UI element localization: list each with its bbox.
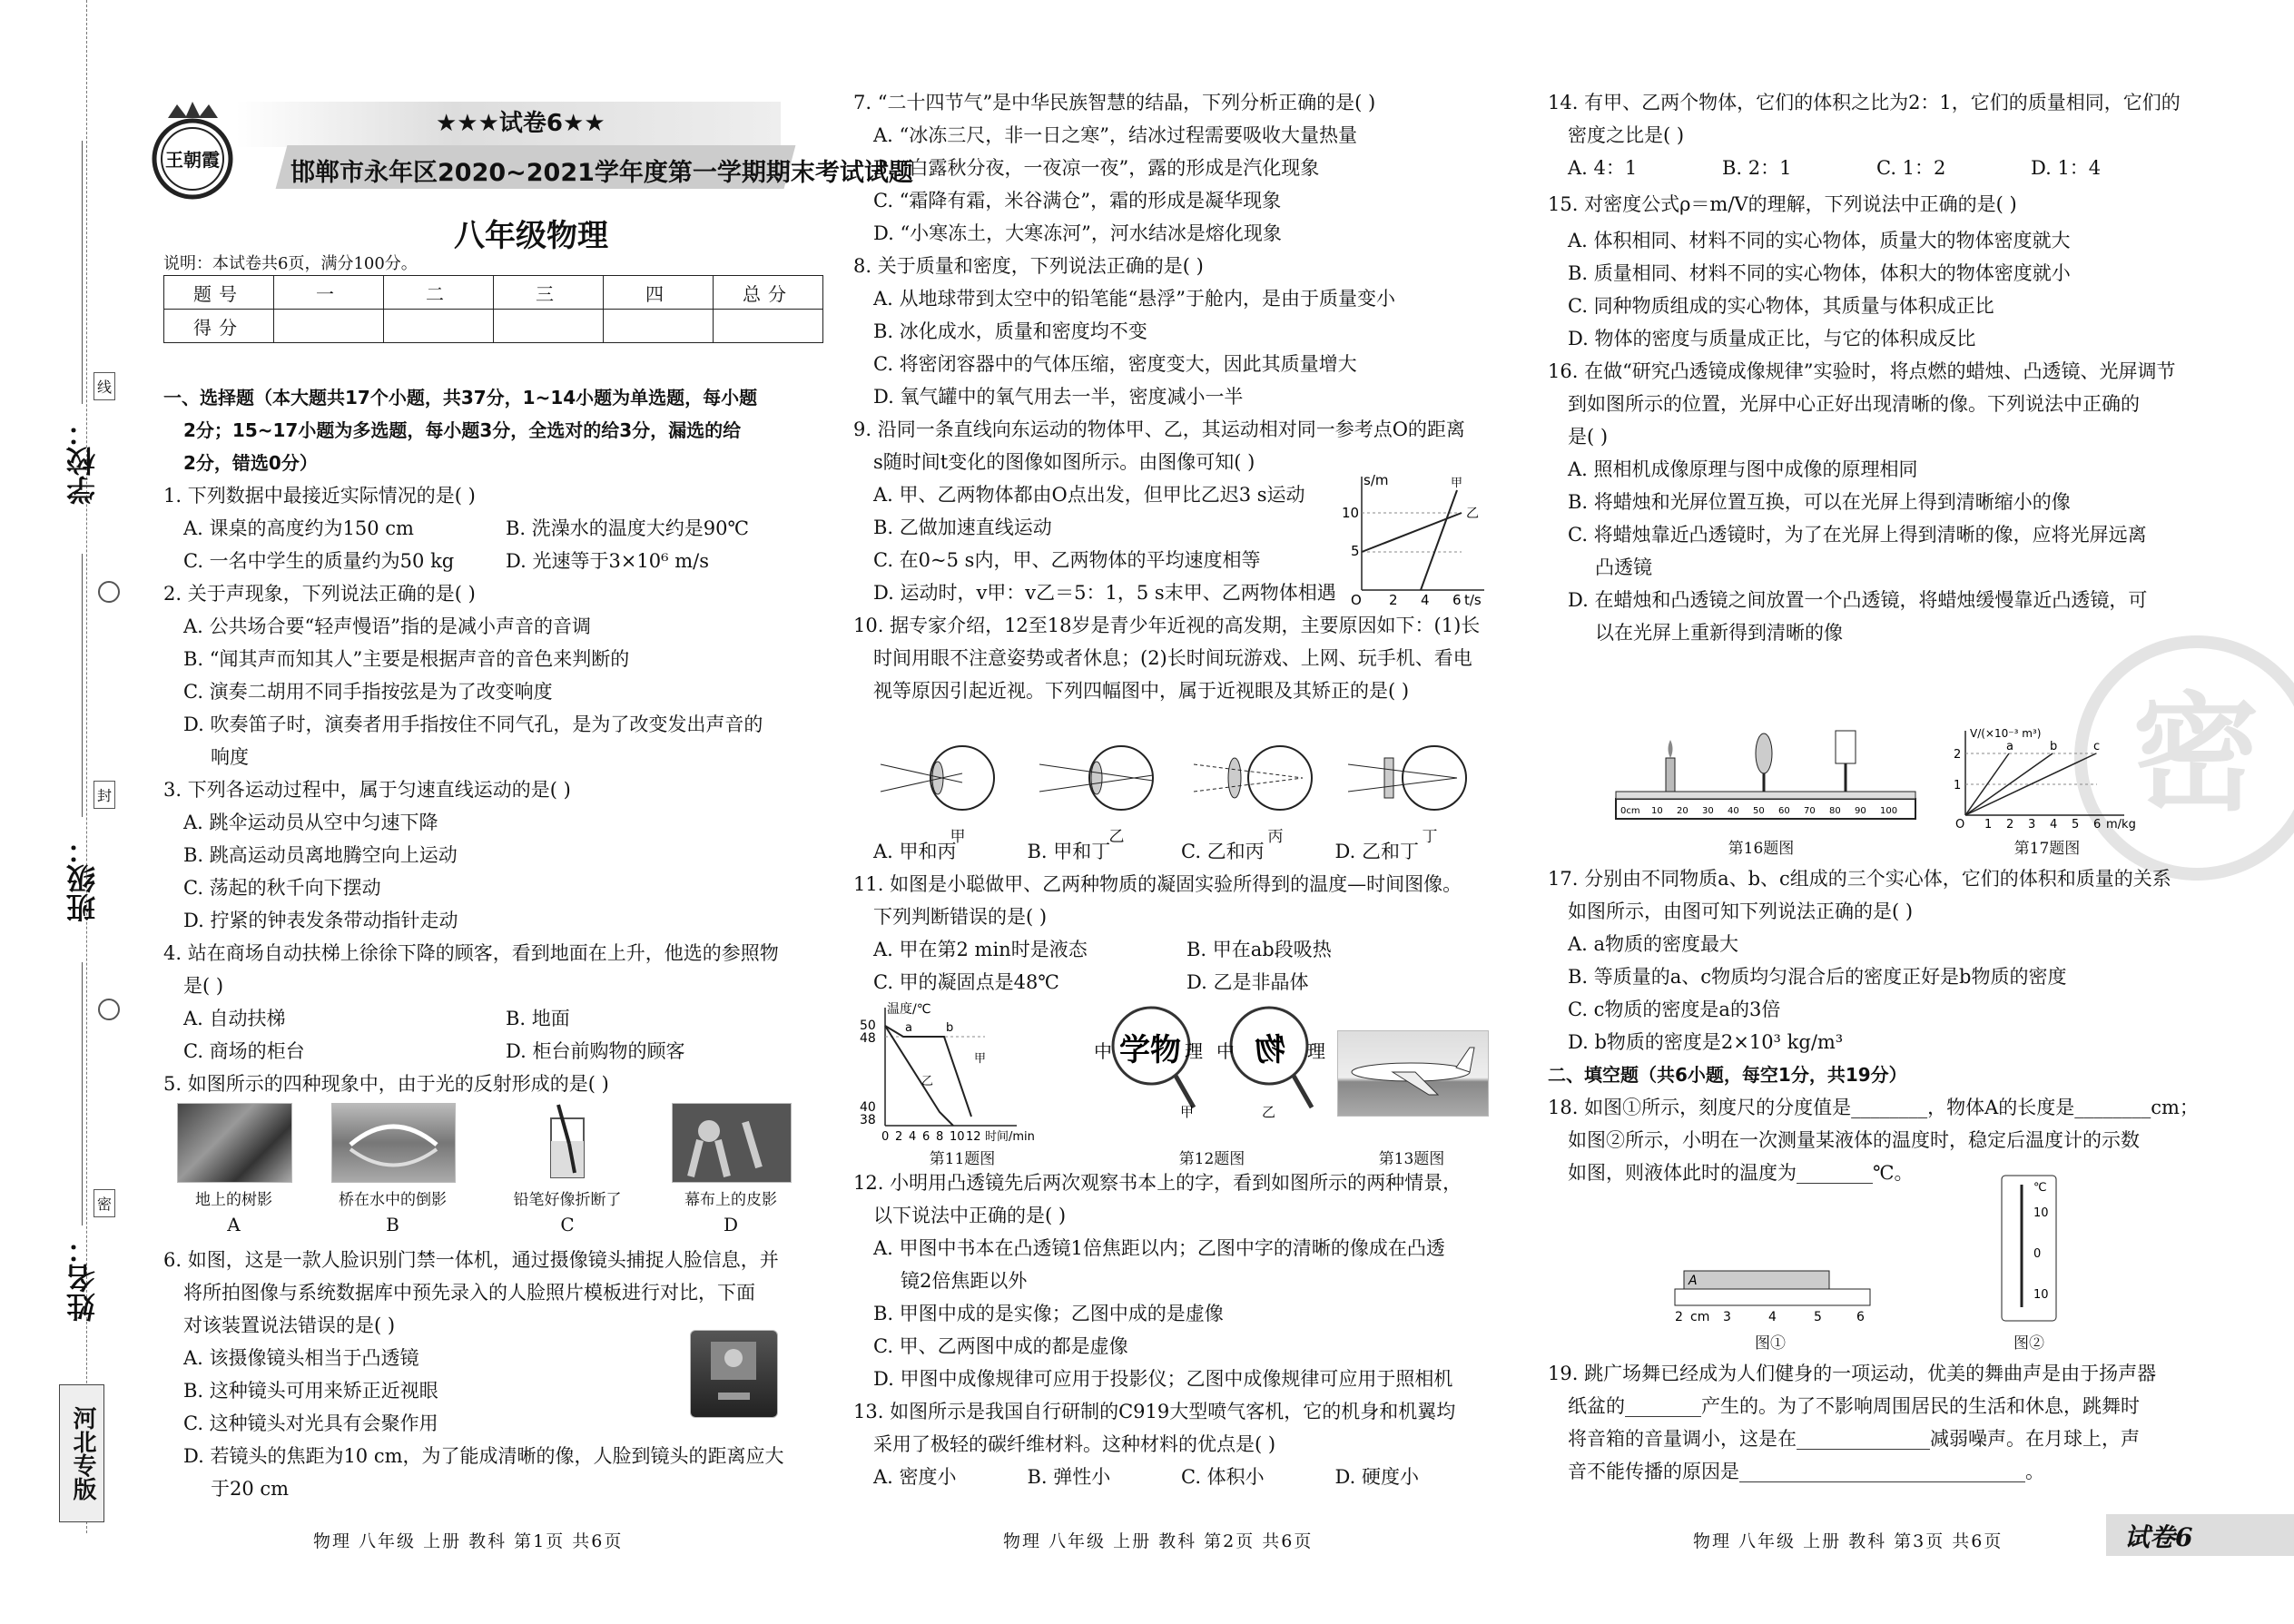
q9-option-d: D. 运动时，v甲：v乙＝5：1，5 s末甲、乙两物体相遇 bbox=[873, 582, 1336, 604]
fig-caption-13: 第13题图 bbox=[1378, 1150, 1445, 1168]
brand-logo bbox=[150, 100, 236, 209]
brand-text: 王朝霞 bbox=[165, 149, 220, 171]
q17-xtick-3: 3 bbox=[2028, 818, 2036, 831]
thermo-tick-0: 0 bbox=[2033, 1247, 2042, 1261]
school-line bbox=[82, 141, 83, 404]
q5-letter-d: D bbox=[723, 1214, 739, 1235]
q16-option-a: A. 照相机成像原理与图中成像的原理相同 bbox=[1568, 458, 1918, 480]
ruler-tick-20: 20 bbox=[1677, 806, 1689, 816]
q11-line-jia: 甲 bbox=[974, 1052, 987, 1066]
q6-option-b: B. 这种镜头可用来矫正近视眼 bbox=[183, 1380, 438, 1402]
q15-option-b: B. 质量相同、材料不同的实心物体，体积大的物体密度就小 bbox=[1568, 262, 2071, 284]
q9-option-a: A. 甲、乙两物体都由O点出发，但甲比乙迟3 s运动 bbox=[873, 484, 1305, 506]
q17-option-d: D. b物质的密度是2×10³ kg/m³ bbox=[1568, 1031, 1844, 1053]
q10-caption-bing: 丙 bbox=[1267, 828, 1284, 846]
q14-option-c: C. 1：2 bbox=[1876, 157, 1946, 179]
q11-xtick-6: 6 bbox=[922, 1130, 930, 1144]
q19-stem-3: 将音箱的音量调小，这是在______________减弱噪声。在月球上，声 bbox=[1568, 1428, 2140, 1450]
q9-ytick-10: 10 bbox=[1342, 505, 1360, 521]
class-line bbox=[82, 554, 83, 817]
column-2 bbox=[853, 86, 1489, 707]
ruler-tick-90: 90 bbox=[1855, 806, 1866, 816]
q11-xtick-8: 8 bbox=[936, 1130, 944, 1144]
q18-tick-4: 4 bbox=[1768, 1310, 1777, 1324]
q18-tick-cm: cm bbox=[1690, 1310, 1710, 1324]
q4-stem-cont: 是( ) bbox=[183, 975, 224, 997]
q16-stem-2: 到如图所示的位置，光屏中心正好出现清晰的像。下列说法中正确的 bbox=[1568, 393, 2140, 415]
q7-option-c: C. “霜降有霜，米谷满仓”，霜的形成是凝华现象 bbox=[873, 190, 1282, 212]
q2-stem: 2. 关于声现象，下列说法正确的是( ) bbox=[163, 583, 476, 605]
q11-xtick-2: 2 bbox=[895, 1130, 903, 1144]
q6-stem: 6. 如图，这是一款人脸识别门禁一体机，通过摄像镜头捕捉人脸信息，并 bbox=[163, 1249, 779, 1271]
q3-option-b: B. 跳高运动员离地腾空向上运动 bbox=[183, 844, 458, 866]
q4-option-b: B. 地面 bbox=[506, 1008, 570, 1029]
fig-caption-12: 第12题图 bbox=[1178, 1150, 1245, 1168]
section-1-line3: 2分，错选0分） bbox=[183, 452, 318, 474]
score-h5: 总分 bbox=[714, 276, 823, 310]
binding-hole-1 bbox=[98, 581, 120, 603]
thermo-tick-10-bottom: 10 bbox=[2033, 1288, 2049, 1302]
q17-xtick-1: 1 bbox=[1984, 818, 1993, 831]
q10-stem-2: 时间用眼不注意姿势或者休息；(2)长时间玩游戏、上网、玩手机、看电 bbox=[873, 647, 1472, 669]
q10-option-b: B. 甲和丁 bbox=[1027, 841, 1111, 862]
q15-option-c: C. 同种物质组成的实心物体，其质量与体积成正比 bbox=[1568, 295, 1994, 317]
ruler-tick-50: 50 bbox=[1753, 806, 1765, 816]
q5-image-a bbox=[177, 1103, 292, 1183]
q12-right-prefix: 中 bbox=[1216, 1040, 1235, 1062]
q6-option-a: A. 该摄像镜头相当于凸透镜 bbox=[183, 1347, 419, 1369]
q10-eye-diagrams bbox=[876, 737, 1493, 823]
q11-point-b: b bbox=[946, 1021, 954, 1035]
q18-thermometer-figure bbox=[1993, 1171, 2065, 1329]
footer-page-1: 物理 八年级 上册 教科 第1页 共6页 bbox=[313, 1531, 624, 1551]
q6-option-d-cont: 于20 cm bbox=[211, 1478, 290, 1500]
q11-stem: 11. 如图是小聪做甲、乙两种物质的凝固实验所得到的温度—时间图像。 bbox=[853, 873, 1462, 895]
q9-xlabel: t/s bbox=[1464, 592, 1482, 608]
q2-option-d: D. 吹奏笛子时，演奏者用手指按住不同气孔，是为了改变发出声音的 bbox=[183, 714, 763, 735]
ruler-tick-0: 0cm bbox=[1620, 806, 1640, 816]
q18-tick-2: 2 bbox=[1675, 1310, 1683, 1324]
ruler-tick-100: 100 bbox=[1880, 806, 1898, 816]
q11-graph bbox=[858, 999, 1085, 1147]
q5-stem: 5. 如图所示的四种现象中，由于光的反射形成的是( ) bbox=[163, 1073, 609, 1095]
q7-option-b: B. “白露秋分夜，一夜凉一夜”，露的形成是汽化现象 bbox=[873, 157, 1320, 179]
q19-stem-4: 音不能传播的原因是______________________________。 bbox=[1568, 1461, 2044, 1482]
q17-origin: O bbox=[1955, 818, 1965, 831]
q16-optical-bench bbox=[1611, 726, 1920, 830]
q17-line-b: b bbox=[2050, 740, 2058, 753]
q9-xtick-6: 6 bbox=[1452, 592, 1462, 608]
q18-tick-5: 5 bbox=[1814, 1310, 1822, 1324]
q2-option-d-cont: 响度 bbox=[211, 746, 249, 768]
q11-option-d: D. 乙是非晶体 bbox=[1186, 971, 1309, 993]
q17-ylabel: V/(×10⁻³ m³) bbox=[1970, 727, 2042, 740]
q17-xlabel: m/kg bbox=[2106, 818, 2136, 831]
q18-fig1-caption: 图① bbox=[1755, 1334, 1786, 1353]
q17-xtick-5: 5 bbox=[2072, 818, 2080, 831]
q5-caption-a: 地上的树影 bbox=[195, 1191, 272, 1209]
score-r0: 得分 bbox=[164, 310, 274, 343]
q17-graph bbox=[1943, 726, 2151, 834]
q13-stem: 13. 如图所示是我国自行研制的C919大型喷气客机，它的机身和机翼均 bbox=[853, 1401, 1456, 1422]
q4-option-c: C. 商场的柜台 bbox=[183, 1040, 305, 1062]
q9-line-jia: 甲 bbox=[1451, 477, 1463, 490]
column-3-bottom bbox=[1548, 1357, 2274, 1488]
q2-option-c: C. 演奏二胡用不同手指按弦是为了改变响度 bbox=[183, 681, 553, 703]
q5-caption-b: 桥在水中的倒影 bbox=[339, 1191, 447, 1209]
q13-option-c: C. 体积小 bbox=[1181, 1466, 1265, 1488]
q1-option-d: D. 光速等于3×10⁶ m/s bbox=[506, 550, 709, 572]
column-3 bbox=[1548, 86, 2274, 649]
q5-letter-a: A bbox=[227, 1214, 241, 1235]
q9-ylabel: s/m bbox=[1364, 472, 1389, 488]
q17-ytick-1: 1 bbox=[1954, 779, 1962, 792]
q11-ytick-40: 40 bbox=[860, 1100, 876, 1115]
score-r5[interactable] bbox=[714, 310, 823, 343]
fig-caption-11: 第11题图 bbox=[929, 1150, 996, 1168]
q12-left-prefix: 中 bbox=[1094, 1040, 1112, 1062]
q5-caption-c: 铅笔好像折断了 bbox=[513, 1191, 622, 1209]
q16-option-d: D. 在蜡烛和凸透镜之间放置一个凸透镜，将蜡烛缓慢靠近凸透镜，可 bbox=[1568, 589, 2148, 611]
score-r2[interactable] bbox=[384, 310, 494, 343]
fig-caption-17: 第17题图 bbox=[2013, 840, 2081, 858]
series-label: ★★★试卷6★★ bbox=[436, 110, 605, 137]
ruler-tick-70: 70 bbox=[1804, 806, 1816, 816]
column-3-lower bbox=[1548, 862, 2274, 1189]
q6-face-terminal-image bbox=[690, 1330, 778, 1418]
q1-option-c: C. 一名中学生的质量约为50 kg bbox=[183, 550, 455, 572]
svg-text:密: 密 bbox=[2132, 681, 2260, 829]
q3-stem: 3. 下列各运动过程中，属于匀速直线运动的是( ) bbox=[163, 779, 571, 801]
score-h2: 二 bbox=[384, 276, 494, 310]
q9-line-yi: 乙 bbox=[1466, 507, 1479, 521]
q11-xtick-4: 4 bbox=[909, 1130, 917, 1144]
q18-tick-3: 3 bbox=[1723, 1310, 1731, 1324]
score-table bbox=[163, 275, 823, 343]
class-label: 班级： bbox=[65, 835, 100, 922]
q3-option-d: D. 拧紧的钟表发条带动指针走动 bbox=[183, 910, 458, 931]
footer-page-3: 物理 八年级 上册 教科 第3页 共6页 bbox=[1693, 1531, 2004, 1551]
q9-xtick-4: 4 bbox=[1421, 592, 1430, 608]
q6-option-c: C. 这种镜头对光具有会聚作用 bbox=[183, 1412, 438, 1434]
q10-caption-yi: 乙 bbox=[1108, 828, 1125, 846]
q4-option-a: A. 自动扶梯 bbox=[183, 1008, 286, 1029]
q12-figures bbox=[1089, 999, 1334, 1129]
q15-stem: 15. 对密度公式ρ＝m/V的理解，下列说法中正确的是( ) bbox=[1548, 193, 2017, 215]
q6-stem-3: 对该装置说法错误的是( ) bbox=[183, 1314, 396, 1336]
q14-stem: 14. 有甲、乙两个物体，它们的体积之比为2：1，它们的质量相同，它们的 bbox=[1548, 92, 2181, 113]
name-line bbox=[82, 962, 83, 1225]
thermo-unit: ℃ bbox=[2033, 1181, 2047, 1195]
q10-caption-ding: 丁 bbox=[1422, 828, 1438, 846]
q12-left-suffix: 理 bbox=[1185, 1040, 1203, 1062]
q1-option-a: A. 课桌的高度约为150 cm bbox=[183, 517, 414, 539]
fig-caption-16: 第16题图 bbox=[1728, 840, 1795, 858]
mark-feng: 封 bbox=[94, 781, 115, 809]
q15-option-d: D. 物体的密度与质量成正比，与它的体积成反比 bbox=[1568, 328, 1976, 349]
q17-stem-cont: 如图所示，由图可知下列说法正确的是( ) bbox=[1568, 901, 1914, 922]
q13-stem-cont: 采用了极轻的碳纤维材料。这种材料的优点是( ) bbox=[873, 1433, 1276, 1455]
q7-option-d: D. “小寒冻土，大寒冻河”，河水结冰是熔化现象 bbox=[873, 222, 1282, 244]
q5-caption-d: 幕布上的皮影 bbox=[684, 1191, 777, 1209]
q18-fig2-caption: 图② bbox=[2013, 1334, 2044, 1353]
column-2-lower bbox=[853, 1166, 1489, 1493]
q11-stem-cont: 下列判断错误的是( ) bbox=[873, 906, 1048, 928]
q11-xtick-12: 12 bbox=[966, 1130, 981, 1144]
exam-title: 邯郸市永年区2020~2021学年度第一学期期末考试试题 bbox=[290, 159, 913, 187]
q18-stem-3: 如图，则液体此时的温度为________℃。 bbox=[1568, 1162, 1914, 1184]
q14-stem-cont: 密度之比是( ) bbox=[1568, 124, 1685, 146]
q17-stem: 17. 分别由不同物质a、b、c组成的三个实心体，它们的体积和质量的关系 bbox=[1548, 868, 2171, 890]
q19-stem: 19. 跳广场舞已经成为人们健身的一项运动，优美的舞曲声是由于扬声器 bbox=[1548, 1363, 2157, 1384]
q11-ylabel: 温度/℃ bbox=[887, 1002, 931, 1017]
q9-graph bbox=[1334, 472, 1489, 612]
q17-xtick-6: 6 bbox=[2093, 818, 2102, 831]
q11-option-a: A. 甲在第2 min时是液态 bbox=[873, 939, 1088, 960]
name-label: 姓名： bbox=[65, 1235, 100, 1322]
q15-option-a: A. 体积相同、材料不同的实心物体，质量大的物体密度就大 bbox=[1568, 230, 2071, 251]
q9-xtick-2: 2 bbox=[1389, 592, 1398, 608]
q11-option-b: B. 甲在ab段吸热 bbox=[1186, 939, 1332, 960]
q13-option-a: A. 密度小 bbox=[873, 1466, 957, 1488]
q11-option-c: C. 甲的凝固点是48℃ bbox=[873, 971, 1059, 993]
q5-letter-b: B bbox=[386, 1214, 399, 1235]
q7-option-a: A. “冰冻三尺，非一日之寒”，结冰过程需要吸收大量热量 bbox=[873, 124, 1357, 146]
q5-image-d bbox=[672, 1103, 792, 1183]
q18-stem-2: 如图②所示，小明在一次测量某液体的温度时，稳定后温度计的示数 bbox=[1568, 1129, 2140, 1151]
q12-right-text: 物 bbox=[1255, 1032, 1285, 1068]
q1-stem: 1. 下列数据中最接近实际情况的是( ) bbox=[163, 485, 476, 507]
q17-line-c: c bbox=[2093, 740, 2101, 753]
q17-option-c: C. c物质的密度是a的3倍 bbox=[1568, 999, 1781, 1020]
q17-line-a: a bbox=[2006, 740, 2013, 753]
q18-ruler-figure bbox=[1670, 1266, 1879, 1338]
q14-option-a: A. 4：1 bbox=[1568, 157, 1638, 179]
binding-hole-2 bbox=[98, 999, 120, 1020]
q12-option-d: D. 甲图中成像规律可应用于投影仪；乙图中成像规律可应用于照相机 bbox=[873, 1368, 1453, 1390]
section-2-title: 二、填空题（共6小题，每空1分，共19分） bbox=[1548, 1064, 1907, 1086]
q12-option-a-cont: 镜2倍焦距以外 bbox=[901, 1270, 1028, 1292]
footer-page-2: 物理 八年级 上册 教科 第2页 共6页 bbox=[1003, 1531, 1314, 1551]
q9-stem-cont: s随时间t变化的图像如图所示。由图像可知( ) bbox=[873, 451, 1255, 473]
mark-mi: 密 bbox=[94, 1189, 115, 1217]
q2-option-a: A. 公共场合要“轻声慢语”指的是减小声音的音调 bbox=[183, 615, 591, 637]
q13-option-d: D. 硬度小 bbox=[1334, 1466, 1419, 1488]
score-h4: 四 bbox=[604, 276, 714, 310]
ruler-tick-60: 60 bbox=[1778, 806, 1790, 816]
column-1 bbox=[163, 381, 826, 1100]
q11-line-yi: 乙 bbox=[921, 1075, 934, 1088]
q11-xtick-0: 0 bbox=[881, 1130, 890, 1144]
thermo-tick-10-top: 10 bbox=[2033, 1206, 2049, 1220]
score-r4[interactable] bbox=[604, 310, 714, 343]
q17-option-b: B. 等质量的a、c物质均匀混合后的密度正好是b物质的密度 bbox=[1568, 966, 2067, 988]
q11-xtick-10: 10 bbox=[950, 1130, 965, 1144]
ruler-tick-30: 30 bbox=[1702, 806, 1714, 816]
q16-option-c-cont: 凸透镜 bbox=[1595, 556, 1652, 578]
mark-xian: 线 bbox=[94, 372, 115, 400]
q12-option-a: A. 甲图中书本在凸透镜1倍焦距以内；乙图中字的清晰的像成在凸透 bbox=[873, 1237, 1445, 1259]
q17-ytick-2: 2 bbox=[1954, 748, 1962, 762]
q12-left-text: 学物 bbox=[1119, 1032, 1181, 1068]
q9-option-c: C. 在0~5 s内，甲、乙两物体的平均速度相等 bbox=[873, 549, 1261, 571]
q9-option-b: B. 乙做加速直线运动 bbox=[873, 517, 1052, 538]
q12-option-c: C. 甲、乙两图中成的都是虚像 bbox=[873, 1335, 1128, 1357]
q11-ytick-48: 48 bbox=[860, 1031, 876, 1046]
q17-option-a: A. a物质的密度最大 bbox=[1568, 933, 1739, 955]
school-label: 学校： bbox=[65, 418, 100, 505]
q17-xtick-2: 2 bbox=[2006, 818, 2014, 831]
q11-point-a: a bbox=[905, 1021, 912, 1035]
q12-cap-yi: 乙 bbox=[1262, 1104, 1276, 1120]
q4-stem: 4. 站在商场自动扶梯上徐徐下降的顾客，看到地面在上升，他选的参照物 bbox=[163, 942, 779, 964]
q12-stem: 12. 小明用凸透镜先后两次观察书本上的字，看到如图所示的两种情景， bbox=[853, 1172, 1462, 1194]
q9-origin: O bbox=[1351, 592, 1362, 608]
q8-stem: 8. 关于质量和密度，下列说法正确的是( ) bbox=[853, 255, 1204, 277]
q18-object-a: A bbox=[1689, 1274, 1698, 1288]
score-r3[interactable] bbox=[494, 310, 604, 343]
q16-stem: 16. 在做“研究凸透镜成像规律”实验时，将点燃的蜡烛、凸透镜、光屏调节 bbox=[1548, 360, 2176, 382]
q19-stem-2: 纸盆的________产生的。为了不影响周围居民的生活和休息，跳舞时 bbox=[1568, 1395, 2140, 1417]
q5-letter-c: C bbox=[560, 1214, 575, 1235]
q8-option-b: B. 冰化成水，质量和密度均不变 bbox=[873, 320, 1147, 342]
q10-caption-jia: 甲 bbox=[950, 828, 966, 846]
q16-stem-3: 是( ) bbox=[1568, 426, 1609, 448]
q11-xlabel: 时间/min bbox=[985, 1130, 1035, 1144]
q4-option-d: D. 柜台前购物的顾客 bbox=[506, 1040, 685, 1062]
q12-option-b: B. 甲图中成的是实像；乙图中成的是虚像 bbox=[873, 1303, 1224, 1324]
column-2-mid bbox=[853, 835, 1489, 999]
q12-right-suffix: 理 bbox=[1307, 1040, 1325, 1062]
q10-option-d: D. 乙和丁 bbox=[1334, 841, 1419, 862]
q12-stem-cont: 以下说法中正确的是( ) bbox=[873, 1205, 1067, 1226]
q8-option-c: C. 将密闭容器中的气体压缩，密度变大，因此其质量增大 bbox=[873, 353, 1357, 375]
ruler-tick-40: 40 bbox=[1728, 806, 1739, 816]
score-r1[interactable] bbox=[274, 310, 384, 343]
score-h3: 三 bbox=[494, 276, 604, 310]
q16-option-c: C. 将蜡烛靠近凸透镜时，为了在光屏上得到清晰的像，应将光屏远离 bbox=[1568, 524, 2147, 546]
score-h0: 题号 bbox=[164, 276, 274, 310]
q6-stem-2: 将所拍图像与系统数据库中预先录入的人脸照片模板进行对比，下面 bbox=[183, 1282, 755, 1304]
q14-option-b: B. 2：1 bbox=[1722, 157, 1792, 179]
q17-xtick-4: 4 bbox=[2050, 818, 2058, 831]
q13-plane-image bbox=[1337, 1030, 1489, 1117]
q14-option-d: D. 1：4 bbox=[2031, 157, 2102, 179]
ruler-tick-80: 80 bbox=[1829, 806, 1841, 816]
edition-badge: 河北专版 bbox=[59, 1384, 104, 1522]
q10-stem-3: 视等原因引起近视。下列四幅图中，属于近视眼及其矫正的是( ) bbox=[873, 680, 1410, 702]
q10-option-c: C. 乙和丙 bbox=[1181, 841, 1265, 862]
q12-cap-jia: 甲 bbox=[1180, 1104, 1195, 1120]
q6-option-d: D. 若镜头的焦距为10 cm，为了能成清晰的像，人脸到镜头的距离应大 bbox=[183, 1445, 784, 1467]
q5-image-b bbox=[331, 1103, 456, 1183]
q18-stem: 18. 如图①所示，刻度尺的分度值是________，物体A的长度是________cm； bbox=[1548, 1097, 2199, 1118]
q10-option-a: A. 甲和丙 bbox=[873, 841, 957, 862]
q3-option-c: C. 荡起的秋千向下摆动 bbox=[183, 877, 381, 899]
q16-option-b: B. 将蜡烛和光屏位置互换，可以在光屏上得到清晰缩小的像 bbox=[1568, 491, 2071, 513]
q9-ytick-5: 5 bbox=[1351, 543, 1360, 559]
q2-option-b: B. “闻其声而知其人”主要是根据声音的音色来判断的 bbox=[183, 648, 630, 670]
q13-option-b: B. 弹性小 bbox=[1027, 1466, 1111, 1488]
q11-ytick-50: 50 bbox=[860, 1019, 876, 1033]
subject-title: 八年级物理 bbox=[454, 218, 608, 254]
q8-option-d: D. 氧气罐中的氧气用去一半，密度减小一半 bbox=[873, 386, 1244, 408]
score-h1: 一 bbox=[274, 276, 384, 310]
q8-option-a: A. 从地球带到太空中的铅笔能“悬浮”于舱内，是由于质量变小 bbox=[873, 288, 1395, 310]
q1-option-b: B. 洗澡水的温度大约是90℃ bbox=[506, 517, 749, 539]
q11-ytick-38: 38 bbox=[860, 1113, 876, 1127]
q7-stem: 7. “二十四节气”是中华民族智慧的结晶，下列分析正确的是( ) bbox=[853, 92, 1376, 113]
q18-tick-6: 6 bbox=[1856, 1310, 1865, 1324]
q3-option-a: A. 跳伞运动员从空中匀速下降 bbox=[183, 812, 438, 833]
q9-stem: 9. 沿同一条直线向东运动的物体甲、乙，其运动相对同一参考点O的距离 bbox=[853, 418, 1465, 440]
q10-stem: 10. 据专家介绍，12至18岁是青少年近视的高发期，主要原因如下：(1)长 bbox=[853, 615, 1481, 636]
q16-option-d-cont: 以在光屏上重新得到清晰的像 bbox=[1595, 622, 1843, 644]
corner-label: 试卷6 bbox=[2124, 1522, 2193, 1552]
section-1-title: 一、选择题（本大题共17个小题，共37分，1~14小题为单选题，每小题 bbox=[163, 387, 758, 408]
ruler-tick-10: 10 bbox=[1651, 806, 1663, 816]
section-1-line2: 2分；15~17小题为多选题，每小题3分，全选对的给3分，漏选的给 bbox=[183, 419, 742, 441]
q5-image-c bbox=[540, 1100, 595, 1182]
note: 说明：本试卷共6页，满分100分。 bbox=[163, 254, 418, 273]
